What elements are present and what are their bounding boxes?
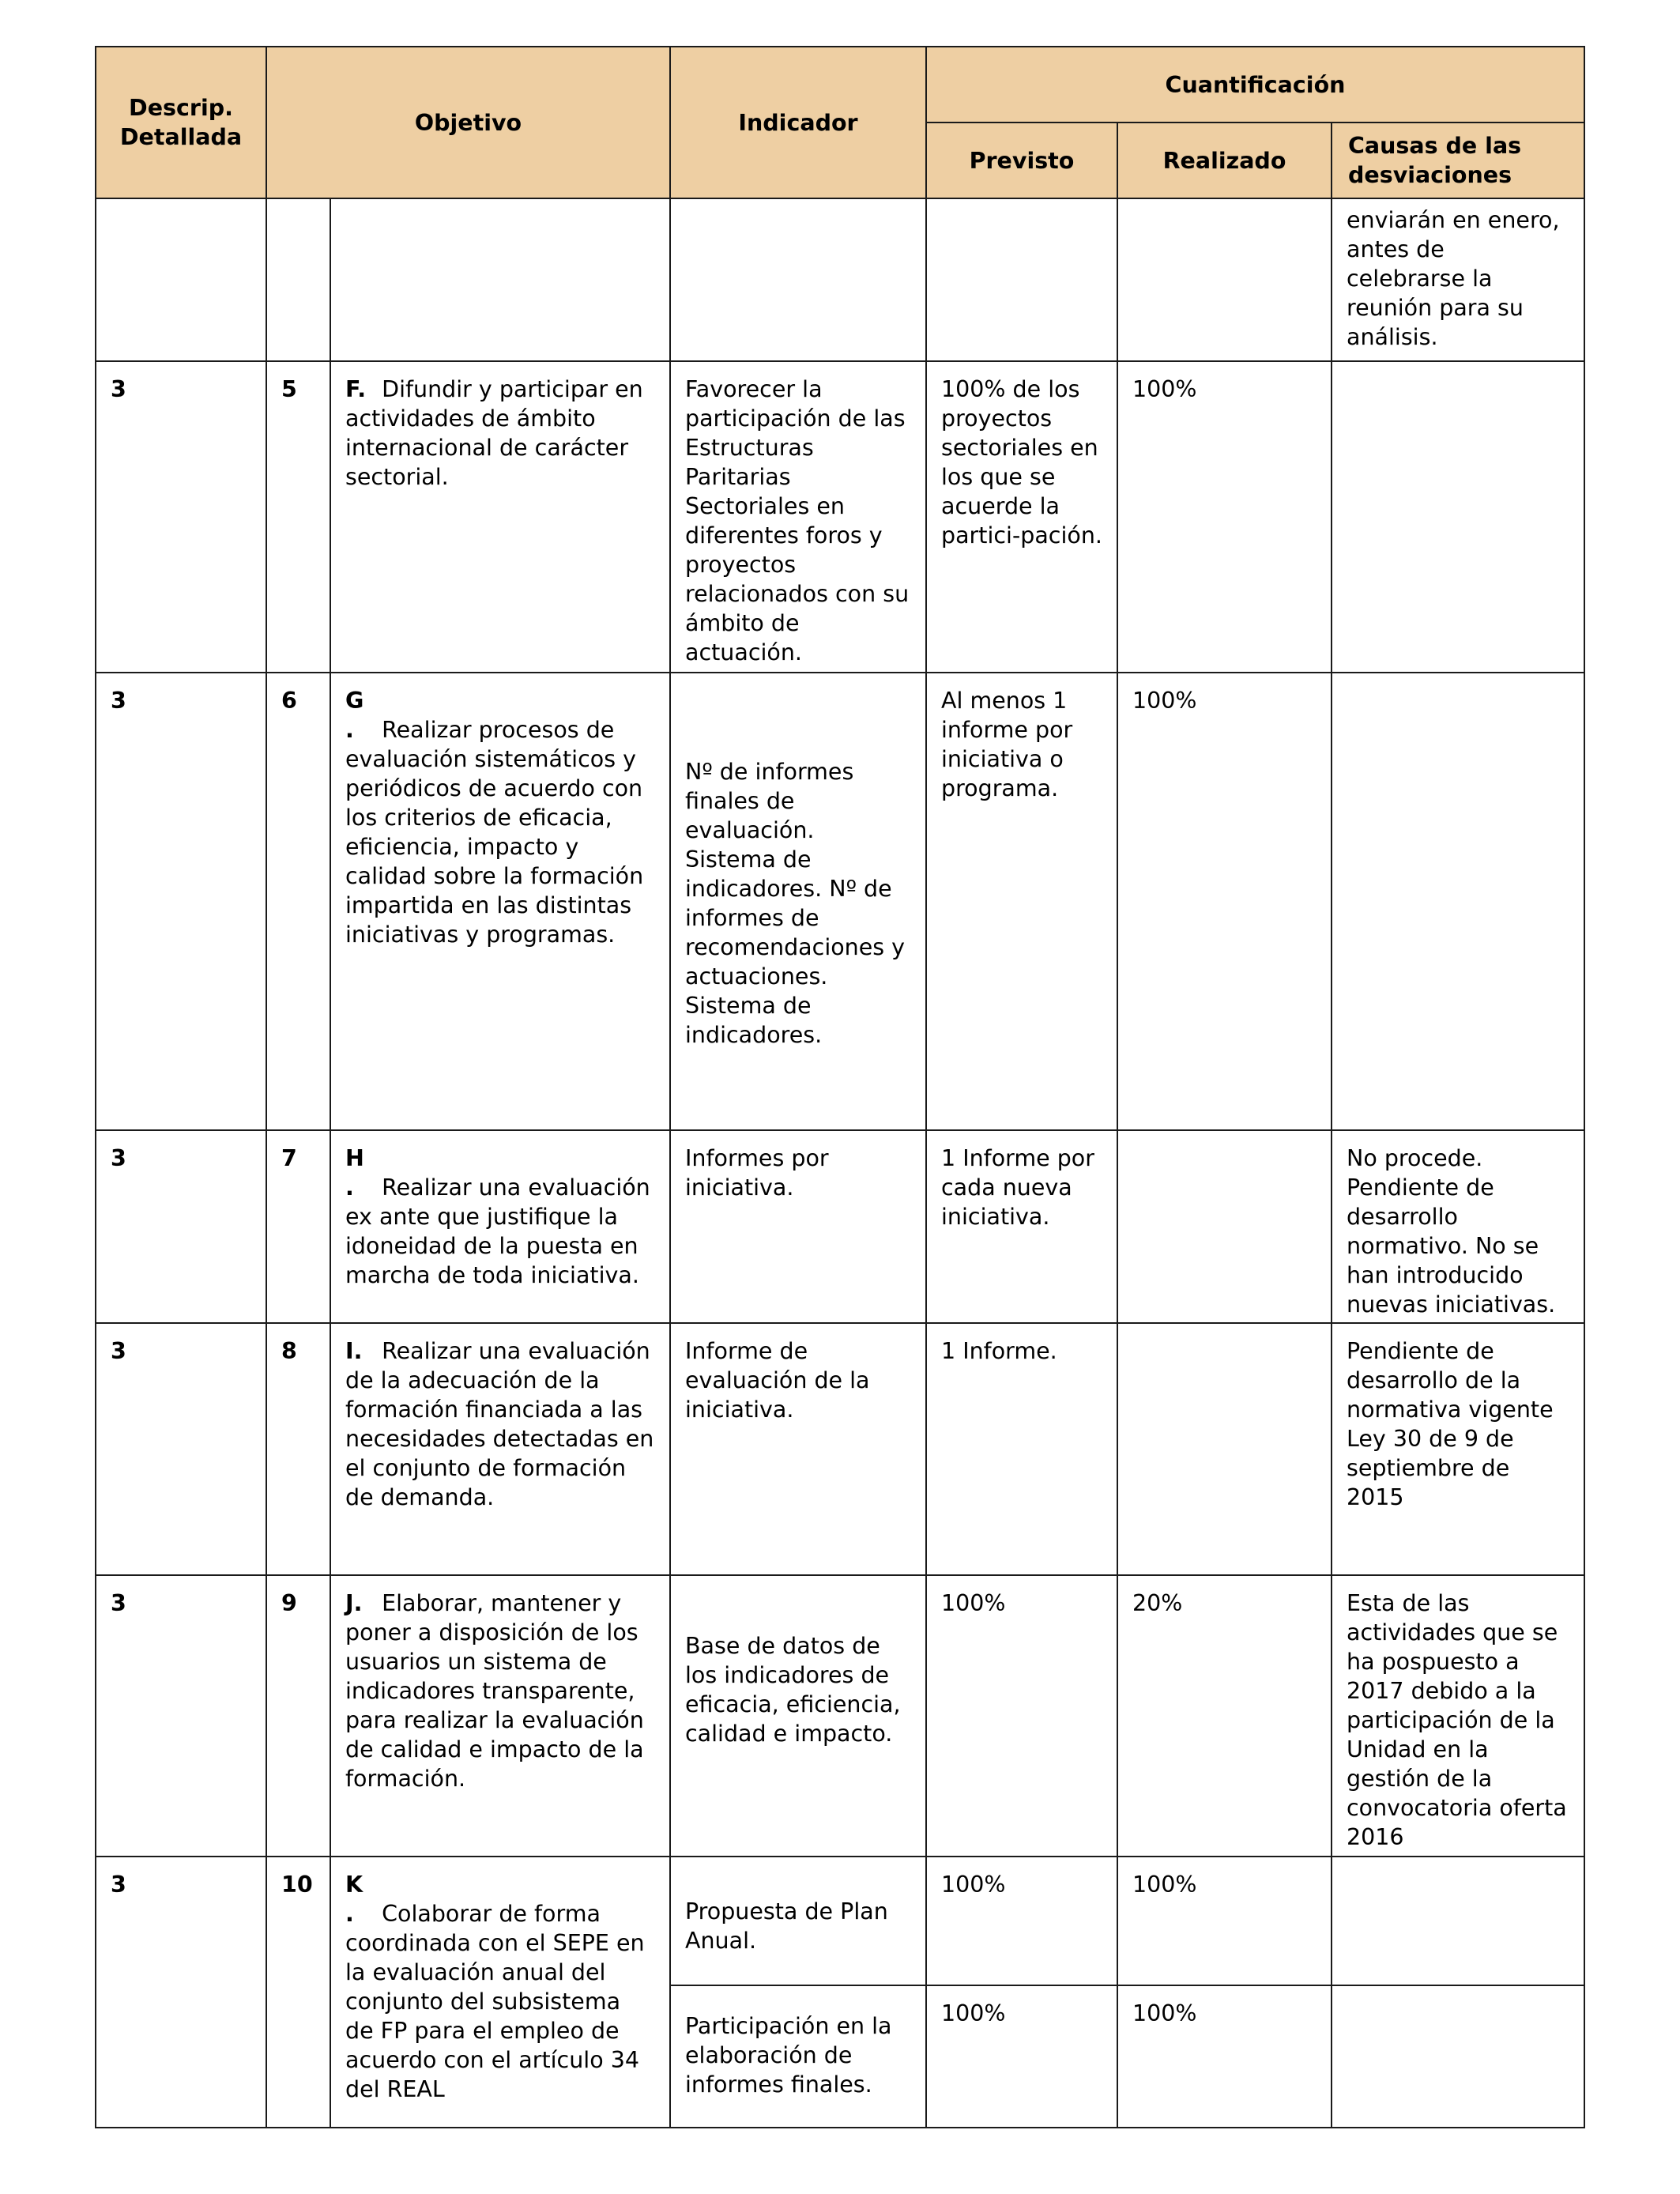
indicador-cell: Base de datos de los indicadores de eficacia, eficiencia, calidad e impacto. <box>670 1575 926 1857</box>
causas-cell <box>1332 673 1584 1130</box>
realizado-cell <box>1117 1130 1332 1323</box>
number-cell: 5 <box>266 361 330 673</box>
objetivo-cell <box>330 1857 670 2128</box>
header-descrip: Descrip. Detallada <box>96 47 266 198</box>
number-cell: 7 <box>266 1130 330 1323</box>
objective-letter: K. <box>345 1872 363 1927</box>
objective-text: Elaborar, mantener y poner a disposición de los usuarios un sistema de indicadores transparente, para realizar la evaluación de calidad e impacto de la formación. <box>345 1590 644 1792</box>
descrip-cell: 3 <box>96 361 266 673</box>
objetivo-cell <box>330 361 670 673</box>
causas-cell: enviarán en enero, antes de celebrarse la reunión para su análisis. <box>1332 198 1584 361</box>
causas-cell <box>1332 1985 1584 2128</box>
header-previsto: Previsto <box>926 123 1117 198</box>
objetivo-cell <box>330 673 670 1130</box>
causas-cell <box>1332 361 1584 673</box>
number-cell: 10 <box>266 1857 330 2128</box>
previsto-cell: 1 Informe. <box>926 1323 1117 1575</box>
number-cell: 8 <box>266 1323 330 1575</box>
indicador-cell: Favorecer la participación de las Estructuras Paritarias Sectoriales en diferentes foros y proyectos relacionados con su ámbito de actuación. <box>670 361 926 673</box>
realizado-cell: 20% <box>1117 1575 1332 1857</box>
objetivo-cell <box>330 1130 670 1323</box>
objetivo-cell <box>330 1575 670 1857</box>
number-cell: 6 <box>266 673 330 1130</box>
number-cell: 9 <box>266 1575 330 1857</box>
indicador-cell: Nº de informes finales de evaluación. Sistema de indicadores. Nº de informes de recomendaciones y actuaciones. Sistema de indicadores. <box>670 673 926 1130</box>
realizado-cell: 100% <box>1117 1857 1332 1985</box>
table-row <box>96 1323 1584 1575</box>
indicador-cell: Propuesta de Plan Anual. <box>670 1857 926 1985</box>
causas-cell: Pendiente de desarrollo de la normativa vigente Ley 30 de 9 de septiembre de 2015 <box>1332 1323 1584 1575</box>
table-row-continuation <box>96 198 1584 361</box>
indicador-cell: Informe de evaluación de la iniciativa. <box>670 1323 926 1575</box>
table-row <box>96 1575 1584 1857</box>
table-row <box>96 1857 1584 1985</box>
realizado-cell: 100% <box>1117 1985 1332 2128</box>
objective-text: Difundir y participar en actividades de ámbito internacional de carácter sectorial. <box>345 376 643 490</box>
table-row <box>96 361 1584 673</box>
header-cuantificacion: Cuantificación <box>926 47 1584 123</box>
objetivo-cell <box>330 1323 670 1575</box>
previsto-cell: 100% <box>926 1857 1117 1985</box>
objective-text: Realizar una evaluación ex ante que justifique la idoneidad de la puesta en marcha de toda iniciativa. <box>345 1174 650 1288</box>
header-indicador: Indicador <box>670 47 926 198</box>
objective-letter: I. <box>345 1338 363 1364</box>
indicador-cell: Participación en la elaboración de informes finales. <box>670 1985 926 2128</box>
previsto-cell: 100% <box>926 1575 1117 1857</box>
previsto-cell: 100% <box>926 1985 1117 2128</box>
objective-text: Realizar procesos de evaluación sistemáticos y periódicos de acuerdo con los criterios de eficacia, eficiencia, impacto y calidad sobre la formación impartida en las distintas iniciativas y programas. <box>345 717 644 948</box>
previsto-cell: Al menos 1 informe por iniciativa o programa. <box>926 673 1117 1130</box>
realizado-cell: 100% <box>1117 361 1332 673</box>
objectives-table <box>95 46 1585 2128</box>
header-causas: Causas de las desviaciones <box>1332 123 1584 198</box>
objective-letter: F. <box>345 376 367 402</box>
objective-letter: H. <box>345 1145 364 1201</box>
realizado-cell: 100% <box>1117 673 1332 1130</box>
objective-text: Colaborar de forma coordinada con el SEPE en la evaluación anual del conjunto del subsistema de FP para el empleo de acuerdo con el artículo 34 del REAL <box>345 1901 645 2102</box>
table-row <box>96 673 1584 1130</box>
previsto-cell: 1 Informe por cada nueva iniciativa. <box>926 1130 1117 1323</box>
header-objetivo: Objetivo <box>266 47 670 198</box>
indicador-cell: Informes por iniciativa. <box>670 1130 926 1323</box>
objective-letter: G. <box>345 688 364 743</box>
objective-letter: J. <box>345 1590 363 1616</box>
causas-cell <box>1332 1857 1584 1985</box>
causas-cell: No procede. Pendiente de desarrollo normativo. No se han introducido nuevas iniciativas. <box>1332 1130 1584 1323</box>
descrip-cell: 3 <box>96 1130 266 1323</box>
descrip-cell: 3 <box>96 1857 266 2128</box>
realizado-cell <box>1117 1323 1332 1575</box>
descrip-cell: 3 <box>96 673 266 1130</box>
objective-text: Realizar una evaluación de la adecuación de la formación financiada a las necesidades detectadas en el conjunto de formación de demanda. <box>345 1338 654 1510</box>
table-row <box>96 1130 1584 1323</box>
causas-cell: Esta de las actividades que se ha pospuesto a 2017 debido a la participación de la Unidad en la gestión de la convocatoria oferta 2016 <box>1332 1575 1584 1857</box>
descrip-cell: 3 <box>96 1323 266 1575</box>
descrip-cell: 3 <box>96 1575 266 1857</box>
previsto-cell: 100% de los proyectos sectoriales en los que se acuerde la partici-pación. <box>926 361 1117 673</box>
header-realizado: Realizado <box>1117 123 1332 198</box>
